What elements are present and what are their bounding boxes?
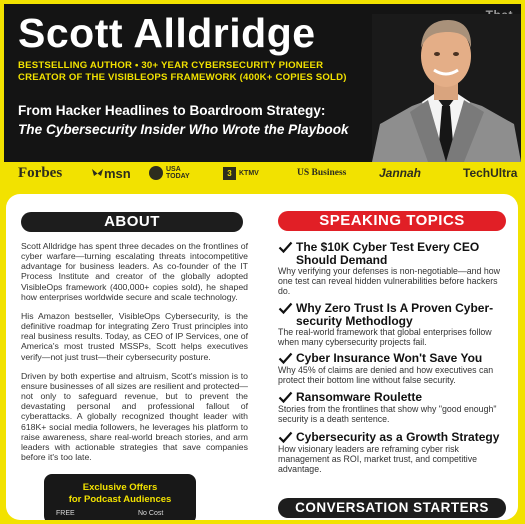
speaking-topic-5: [278, 431, 510, 475]
media-logo-bar: [4, 162, 521, 184]
topic-description: How visionary leaders are reframing cyber risk management as ROI, market trust, and competitive advantage.: [278, 444, 477, 475]
topic-title-row: [278, 241, 510, 266]
speaking-topic-2: [278, 302, 510, 347]
checkmark-icon: [278, 352, 293, 365]
podcast-offer-card[interactable]: [44, 474, 196, 520]
checkmark-icon: [278, 391, 293, 404]
jannah-logo: Jannah: [379, 166, 422, 180]
about-paragraph-2: His Amazon bestseller, VisibleOps Cybersecurity, is the definitive roadmap for integrating Zero Trust principles into real business results. Today, as CEO of IP Services, one of America's most trusted MSSPs, Scott helps executives verify—not just trust—their cybersecurity posture.: [21, 310, 248, 362]
speaking-topic-3: [278, 352, 510, 385]
header-banner: [4, 4, 521, 162]
topic-title: Ransomware Roulette: [296, 390, 423, 404]
offer-line-1: Exclusive Offers: [82, 482, 158, 493]
speaker-photo: [372, 14, 521, 162]
topic-title-row: [278, 352, 510, 365]
content-panel: [6, 194, 518, 520]
techultra-logo: TechUltra: [463, 166, 518, 180]
butterfly-icon: [91, 167, 104, 180]
topic-title: Why Zero Trust Is A Proven Cyber-security Methodlogy: [296, 301, 494, 328]
ktmv-badge-icon: 3: [223, 167, 236, 180]
ktmv-logo: [223, 165, 259, 181]
about-paragraph-3: Driven by both expertise and altruism, Scott's mission is to ensure businesses of all sizes are resilient and protected—not only to safeguard revenue, but to prevent the devastating personal and professional fallout of cyberattacks. A globally recognized thought leader with 618K+ social media followers, he leverages his platform to raise awareness, share real-world breach stories, and arm leaders with actionable strategies that save companies before it's too late.: [21, 370, 248, 462]
topic-title-row: [278, 302, 510, 327]
checkmark-icon: [278, 241, 293, 254]
speaking-topic-4: [278, 391, 510, 424]
topic-title-row: [278, 391, 510, 404]
topic-description: Stories from the frontlines that show why "good enough" security is a death sentence.: [278, 404, 497, 425]
forbes-logo: Forbes: [18, 164, 63, 181]
about-heading: ABOUT: [21, 212, 243, 232]
credentials-line-1: BESTSELLING AUTHOR • 30+ YEAR CYBERSECURITY PIONEER: [18, 60, 324, 71]
offer-line-2: for Podcast Audiences: [68, 494, 172, 505]
about-text: [21, 241, 248, 471]
msn-logo: [91, 165, 131, 181]
usatoday-dot-icon: [149, 166, 163, 180]
topic-description: The real-world framework that global enterprises follow when many cybersecurity projects fail.: [278, 327, 492, 348]
checkmark-icon: [278, 302, 293, 315]
ktmv-logo-text: KTMV: [239, 169, 259, 177]
topic-title: The $10K Cyber Test Every CEO Should Demand: [296, 240, 480, 267]
topic-title-row: [278, 431, 510, 444]
offer-left-label: FREE: [56, 510, 75, 517]
usatoday-logo-text: USA TODAY: [166, 166, 190, 180]
speaker-name: Scott Alldridge: [18, 10, 316, 56]
conversation-starters-heading: CONVERSATION STARTERS: [278, 498, 506, 518]
usatoday-logo: [149, 165, 196, 181]
speaking-topic-1: [278, 241, 510, 297]
topic-description: Why 45% of claims are denied and how executives can protect their bottom line without false security.: [278, 365, 494, 386]
speaker-credentials: [18, 60, 347, 84]
usbusiness-logo: US Business: [297, 168, 347, 178]
topic-description: Why verifying your defenses is non-negotiable—and how one test can reveal hidden vulnerabilities before hackers do.: [278, 266, 501, 297]
speaking-topics-heading: SPEAKING TOPICS: [278, 211, 506, 231]
credentials-line-2: CREATOR OF THE VISIBLEOPS FRAMEWORK (400K+ COPIES SOLD): [18, 72, 347, 83]
about-paragraph-1: Scott Alldridge has spent three decades on the frontlines of cyber warfare—turning escalating threats intocompetitive advantage for business leaders. As co-founder of the IT Process Institute and creator of the globally adopted VisibleOps framework (400,000+ copies sold), he shaped how enterprises worldwide secure and scale technology.: [21, 241, 248, 302]
checkmark-icon: [278, 431, 293, 444]
msn-logo-text: msn: [104, 165, 131, 181]
tagline-line-2: The Cybersecurity Insider Who Wrote the Playbook: [18, 122, 349, 137]
topic-title: Cybersecurity as a Growth Strategy: [296, 430, 500, 444]
offer-right-label: No Cost: [138, 510, 164, 517]
tagline-line-1: From Hacker Headlines to Boardroom Strategy:: [18, 103, 326, 118]
topic-title: Cyber Insurance Won't Save You: [296, 351, 483, 365]
